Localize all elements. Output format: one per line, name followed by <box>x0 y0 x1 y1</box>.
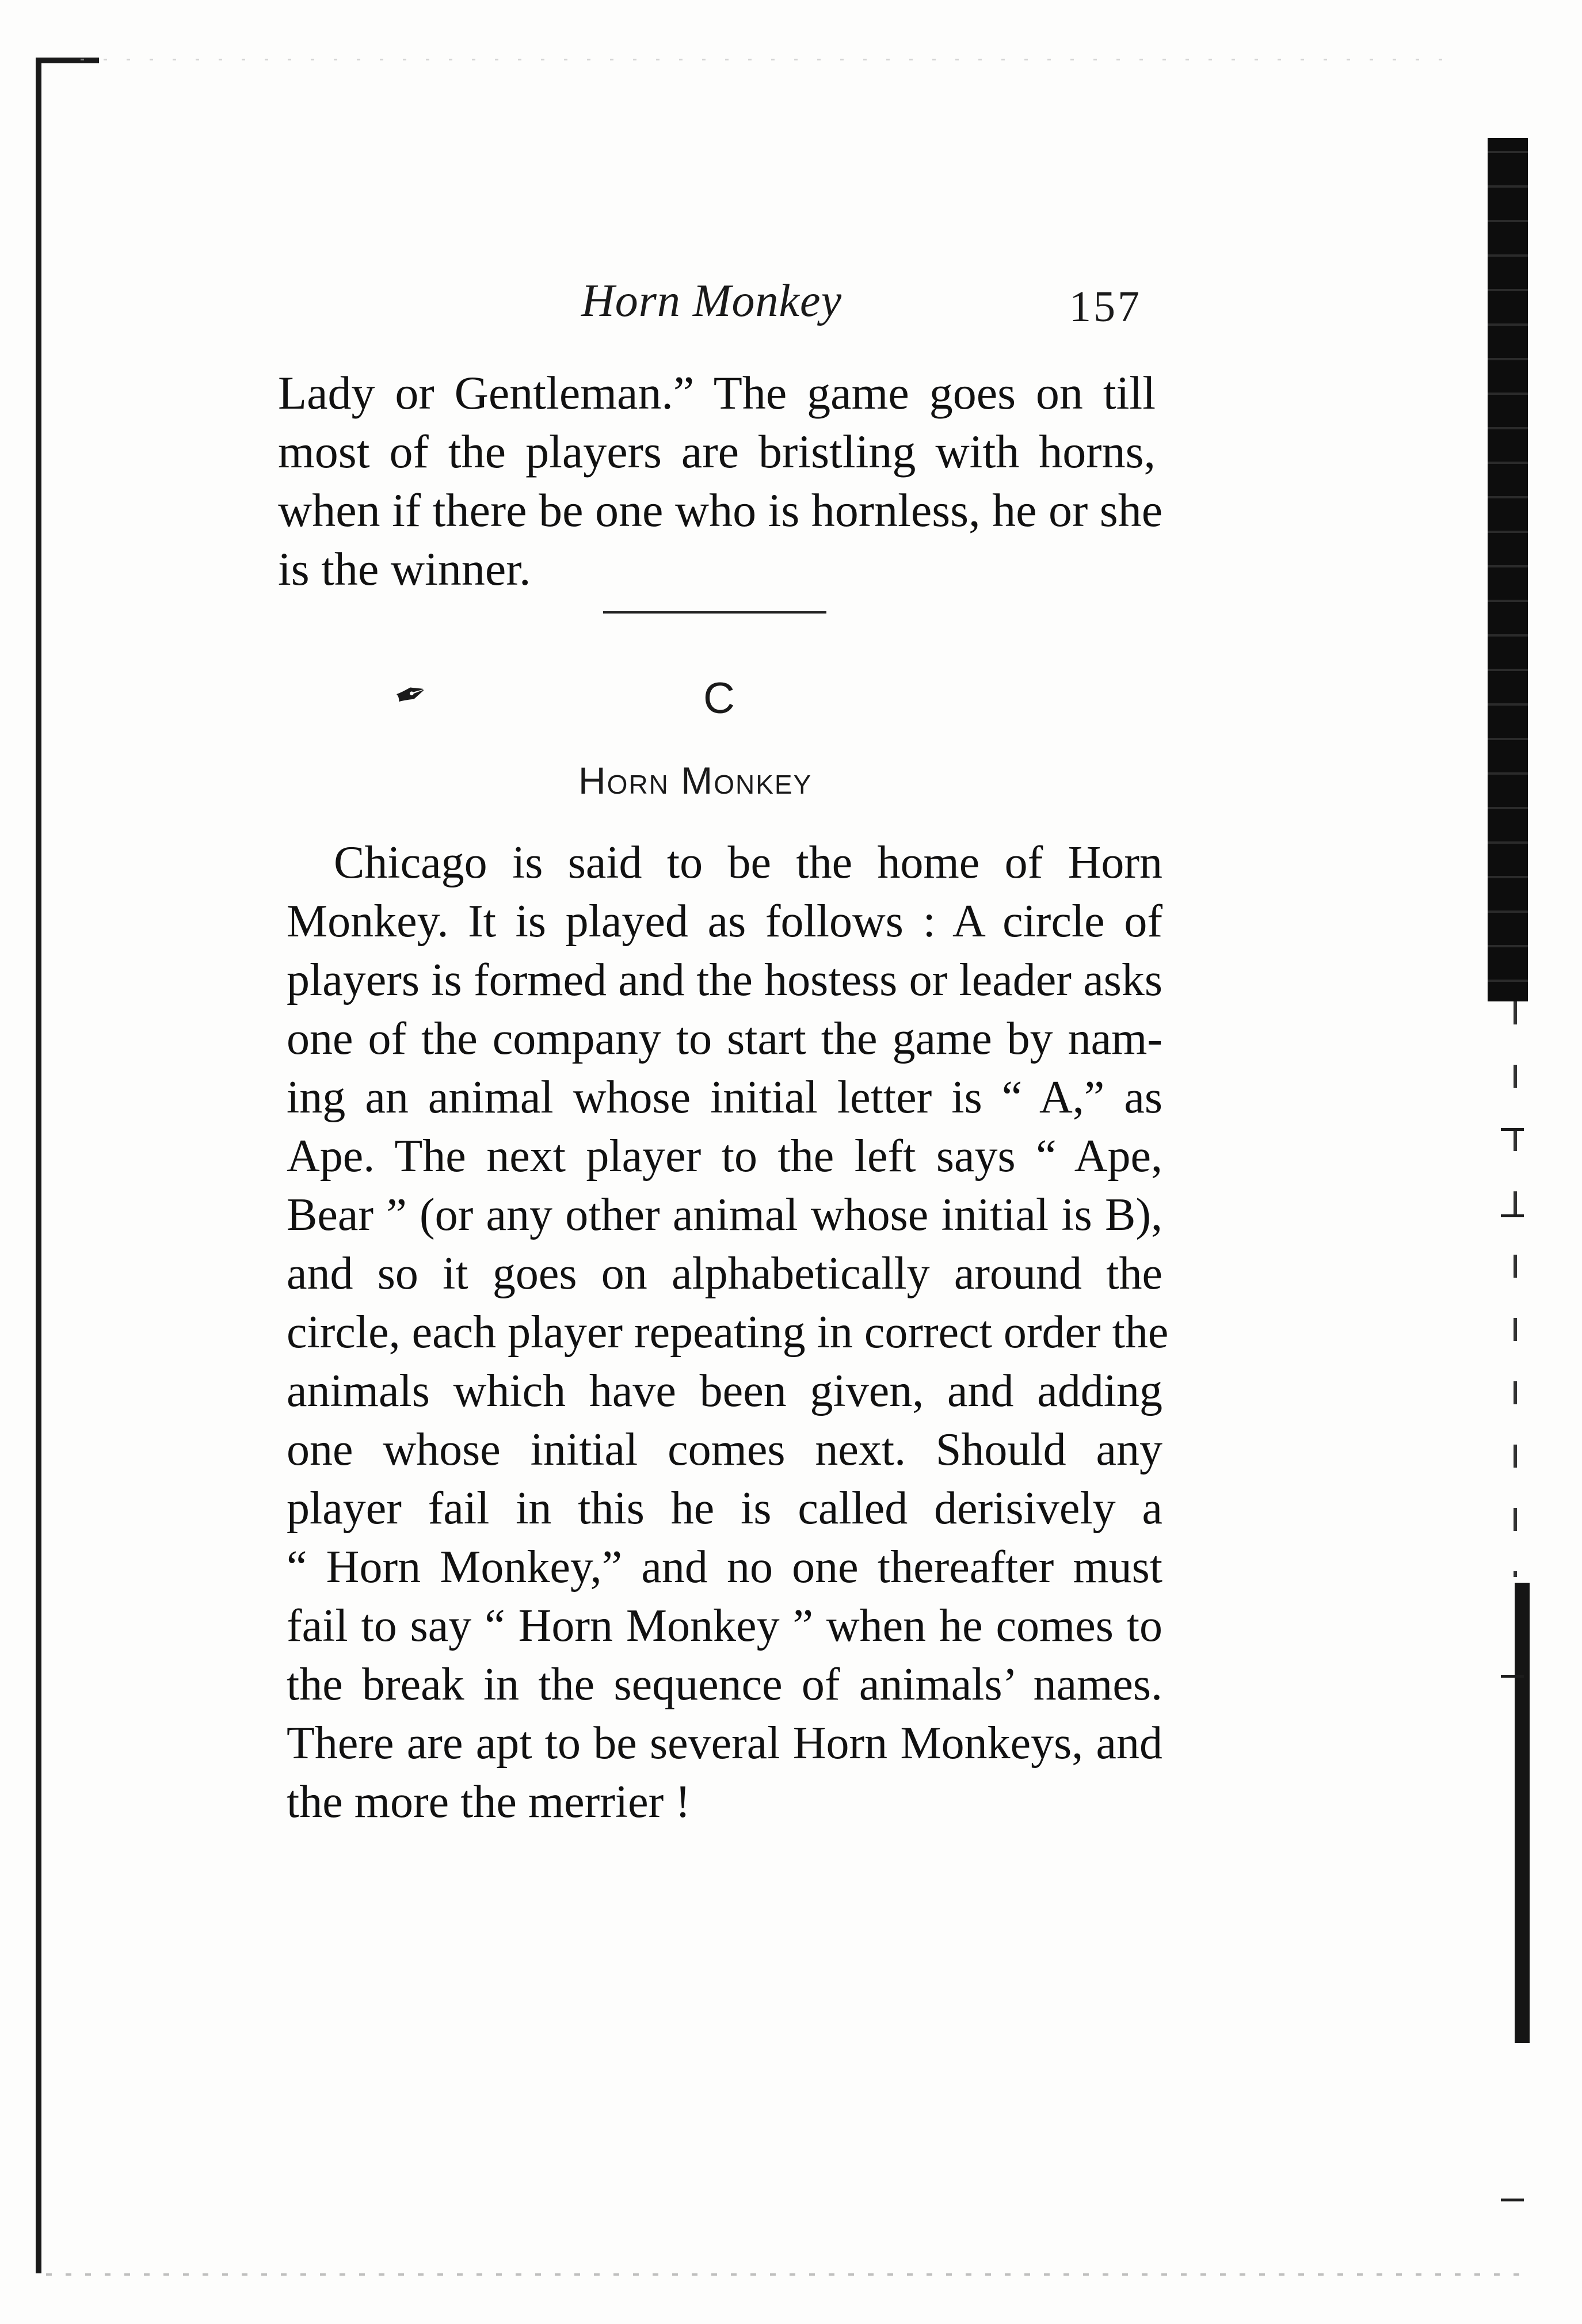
top-edge-dust <box>81 59 1462 60</box>
right-edge-mark <box>1501 1214 1524 1217</box>
text-line: Lady or Gentleman.” The game goes on till <box>278 367 1156 419</box>
right-edge-mark <box>1501 2199 1524 2201</box>
section-divider <box>603 611 826 614</box>
text-line: ing an animal whose initial letter is “ A,” as <box>287 1072 1162 1123</box>
text-line: Bear ” (or any other animal whose initial is B), <box>287 1190 1162 1240</box>
continued-paragraph <box>278 364 1163 599</box>
text-line: “ Horn Monkey,” and no one thereafter must <box>287 1542 1162 1592</box>
text-line: one of the company to start the game by nam- <box>287 1014 1162 1064</box>
text-line: Ape. The next player to the left says “ Ape, <box>287 1131 1162 1182</box>
text-line: when if there be one who is hornless, he or she <box>278 484 1163 536</box>
text-line: most of the players are bristling with horns, <box>278 425 1156 478</box>
bottom-edge-dust <box>46 2273 1531 2276</box>
text-line: is the winner. <box>278 543 531 595</box>
text-line: Chicago is said to be the home of Horn <box>334 837 1162 888</box>
text-line: fail to say “ Horn Monkey ” when he comes to <box>287 1601 1162 1651</box>
right-edge-mark <box>1501 1128 1524 1131</box>
right-edge-mark <box>1501 1675 1524 1678</box>
text-line: Monkey. It is played as follows : A circle of <box>287 896 1162 947</box>
right-edge-bar <box>1515 1583 1530 2043</box>
section-title: Horn Monkey <box>578 759 813 802</box>
text-line: animals which have been given, and adding <box>287 1366 1162 1416</box>
text-line: the more the merrier ! <box>287 1777 691 1827</box>
running-head: Horn Monkey <box>581 276 843 326</box>
page-number: 157 <box>1069 283 1142 331</box>
text-line: one whose initial comes next. Should any <box>287 1424 1162 1475</box>
section-letter: C <box>703 674 735 723</box>
left-binding-shadow <box>36 63 41 2273</box>
text-line: and so it goes on alphabetically around the <box>287 1248 1162 1299</box>
right-binding-shadow <box>1488 138 1528 1001</box>
text-line: There are apt to be several Horn Monkeys, and <box>287 1718 1162 1769</box>
right-edge-specks <box>1514 1001 1517 1577</box>
text-line: player fail in this he is called derisively a <box>287 1483 1162 1534</box>
text-line: circle, each player repeating in correct order the <box>287 1307 1169 1358</box>
main-paragraph <box>287 833 1169 1831</box>
text-line: players is formed and the hostess or leader asks <box>287 955 1162 1005</box>
ink-blot-mark: ✒ <box>388 669 434 721</box>
text-line: the break in the sequence of animals’ names. <box>287 1659 1162 1710</box>
